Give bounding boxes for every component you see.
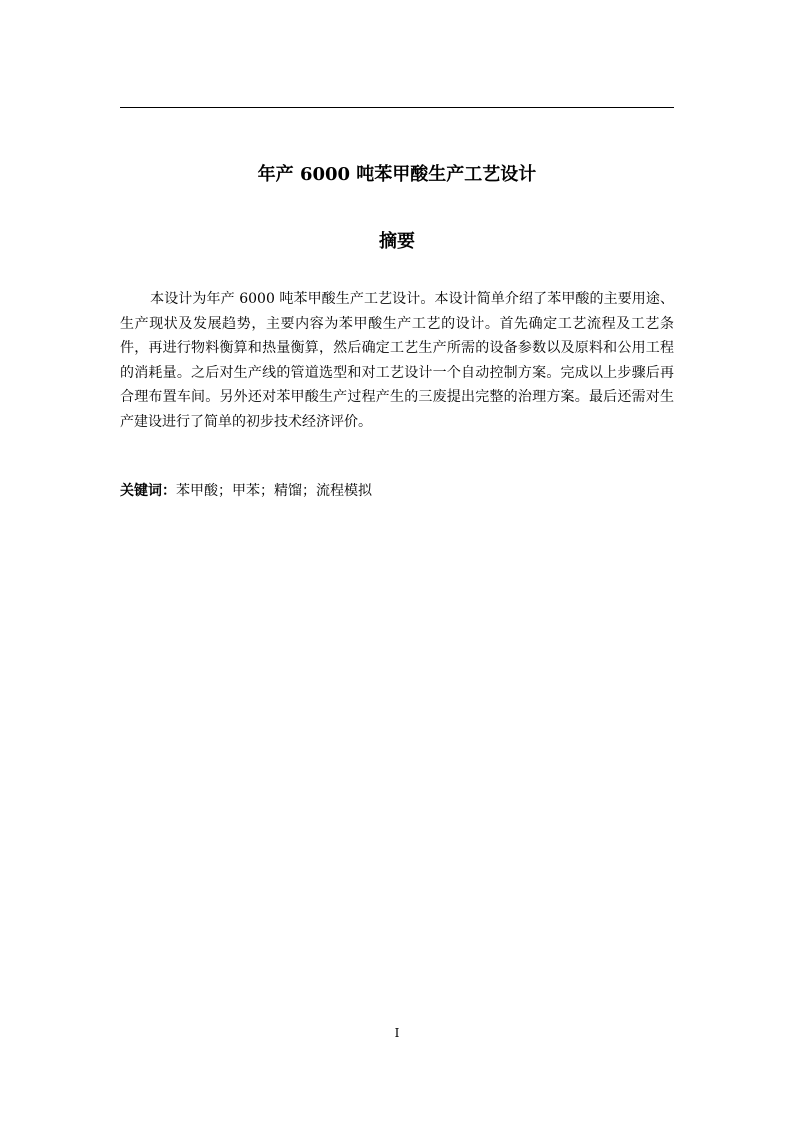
- keywords-label: 关键词：: [120, 483, 176, 499]
- document-title: 年产 6000 吨苯甲酸生产工艺设计: [257, 164, 537, 185]
- page-number: I: [394, 1026, 400, 1040]
- keywords-line: [120, 479, 674, 503]
- abstract-heading: 摘要: [379, 231, 415, 252]
- abstract-body: 本设计为年产 6000 吨苯甲酸生产工艺设计。本设计简单介绍了苯甲酸的主要用途、生产现状及发展趋势，主要内容为苯甲酸生产工艺的设计。首先确定工艺流程及工艺条件，再进行物料衡算和热量衡算，然后确定工艺生产所需的设备参数以及原料和公用工程的消耗量。之后对生产线的管道选型和对工艺设计一个自动控制方案。完成以上步骤后再合理布置车间。另外还对苯甲酸生产过程产生的三废提出完整的治理方案。最后还需对生产建设进行了简单的初步技术经济评价。: [120, 291, 674, 430]
- header-rule: [120, 107, 674, 108]
- abstract-paragraph: [120, 287, 674, 435]
- keywords-value: 苯甲酸；甲苯；精馏；流程模拟: [176, 483, 372, 499]
